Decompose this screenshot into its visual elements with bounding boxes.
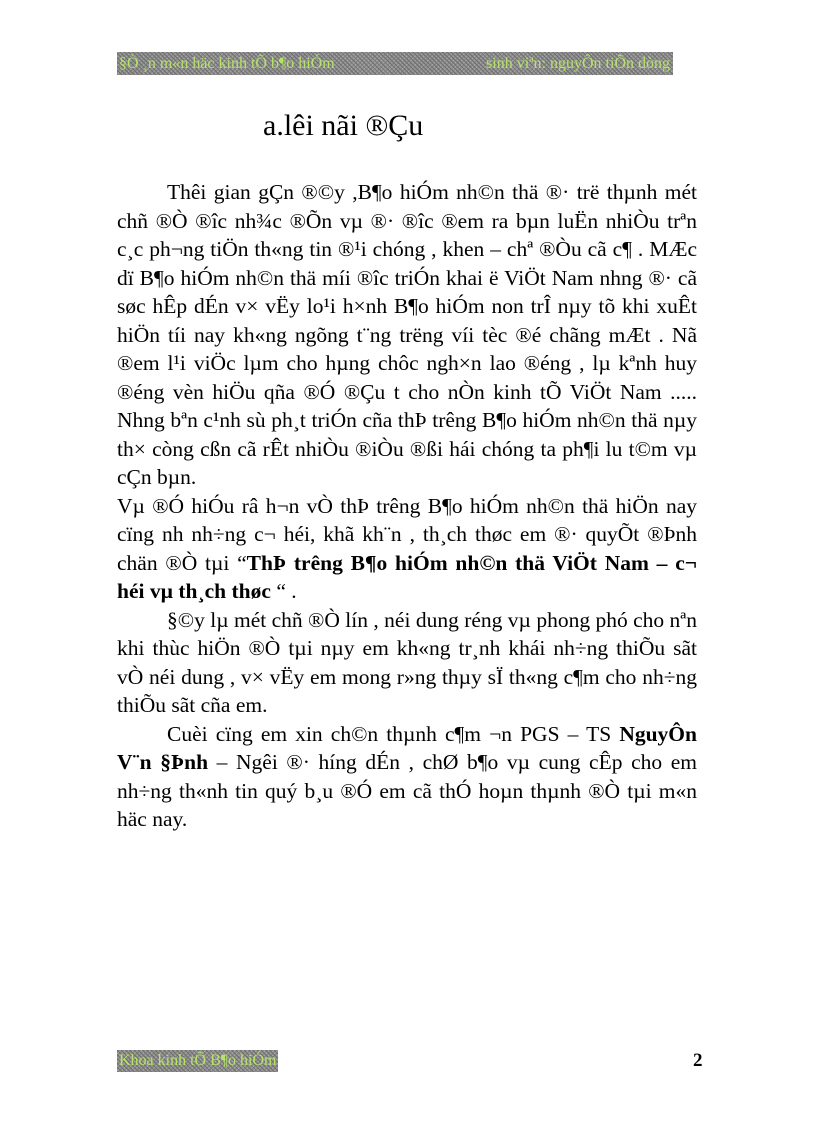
advisor-name: NguyÔn V¨n §Þnh	[117, 721, 697, 774]
header-student-name: sinh viªn: nguyÔn tiÕn dòng	[486, 55, 670, 72]
paragraph-1: Thêi gian gÇn ®©y ,B¶o hiÓm nh©n thä ®· trë thµnh mét chñ ®Ò ®îc nh¾c ®Õn vµ ®· ®îc ®em ra bµn luËn nhiÒu trªn c¸c ph¬ng tiÖn th«ng tin ®¹i chóng , khen – chª ®Òu cã c¶ . MÆc dï B¶o hiÓm nh©n thä míi ®îc triÓn khai ë ViÖt Nam nhng ®· cã søc hÊp dÉn v× vËy lo¹i h×nh B¶o hiÓm non trÎ nµy tõ khi xuÊt hiÖn tíi nay kh«ng ngõng t¨ng trëng víi tèc ®é chãng mÆt . Nã ®em l¹i viÖc lµm cho hµng chôc ngh×n lao ®éng , lµ kªnh huy ®éng vèn hiÖu qña ®Ó ®Çu t cho nÒn kinh tÕ ViÖt Nam ..... Nhng bªn c¹nh sù ph¸t triÓn cña thÞ trêng B¶o hiÓm nh©n thä nµy th× còng cßn cã rÊt nhiÒu ®iÒu ®ßi hái chóng ta ph¶i lu t©m vµ cÇn bµn.	[117, 180, 697, 489]
topic-title: ThÞ trêng B¶o hiÓm nh©n thä ViÖt Nam – c¬ héi vµ th¸ch thøc	[117, 550, 697, 603]
paragraph-4-end: – Ngêi ®· híng dÉn , chØ b¶o vµ cung cÊp cho em nh÷ng th«nh tin quý b¸u ®Ó em cã thÓ hoµn thµnh ®Ò tµi m«n häc nay.	[117, 750, 697, 831]
page-title: a.lêi nãi ®Çu	[263, 109, 424, 142]
page-number: 2	[693, 1050, 703, 1071]
paragraph-4	[117, 720, 697, 834]
paragraph-2-end: “ .	[270, 579, 297, 603]
header-course-title: §Ò ¸n m«n häc kinh tÕ b¶o hiÓm	[119, 55, 335, 72]
paragraph-2-text: Vµ ®Ó hiÓu râ h¬n vÒ thÞ trêng B¶o hiÓm nh©n thä hiÖn nay cïng nh nh÷ng c¬ héi, khã kh¨n , th¸ch thøc em ®· quyÕt ®Þnh chän ®Ò tµi “	[117, 493, 697, 575]
page-header	[117, 52, 673, 75]
paragraph-2	[117, 492, 697, 606]
paragraph-4-text: Cuèi cïng em xin ch©n thµnh c¶m ¬n PGS – TS	[167, 721, 620, 746]
footer-faculty: Khoa kinh tÕ B¶o hiÓm	[117, 1050, 278, 1072]
body-text	[117, 178, 697, 834]
paragraph-3: §©y lµ mét chñ ®Ò lín , néi dung réng vµ phong phó cho nªn khi thùc hiÖn ®Ò tµi nµy em kh«ng tr¸nh khái nh÷ng thiÕu sãt vÒ néi dung , v× vËy em mong r»ng thµy sÏ th«ng c¶m cho nh÷ng thiÕu sãt cña em.	[117, 607, 697, 717]
